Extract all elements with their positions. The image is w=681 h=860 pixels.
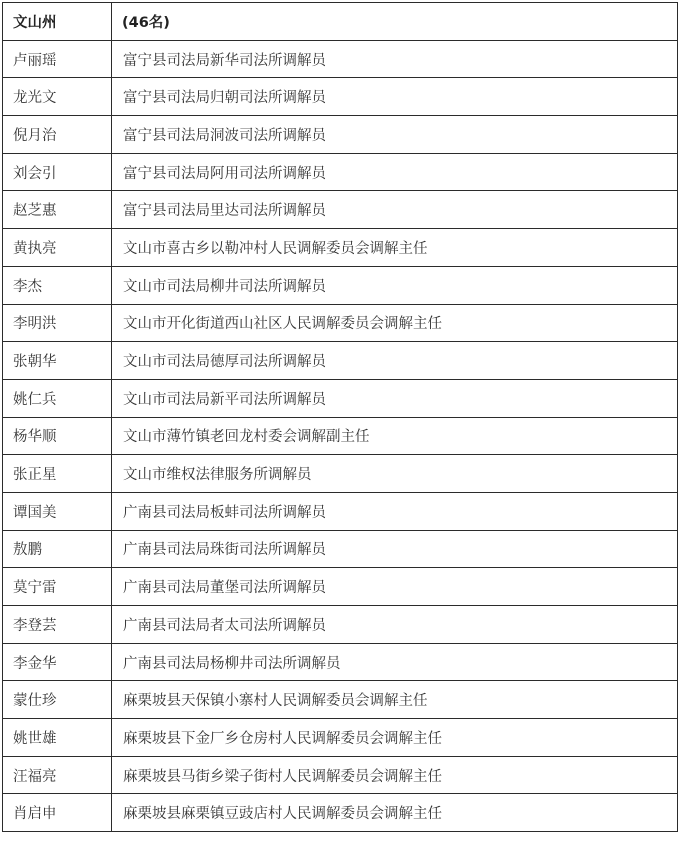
table-row — [3, 530, 678, 568]
person-name: 黄执亮 — [3, 229, 112, 267]
table-row — [3, 455, 678, 493]
table-row — [3, 379, 678, 417]
header-row — [3, 3, 678, 41]
person-name: 刘会引 — [3, 153, 112, 191]
person-name: 赵芝惠 — [3, 191, 112, 229]
table-row — [3, 229, 678, 267]
table-row — [3, 681, 678, 719]
table-row — [3, 492, 678, 530]
table-row — [3, 794, 678, 832]
person-name: 倪月治 — [3, 116, 112, 154]
person-duty: 富宁县司法局洞波司法所调解员 — [112, 116, 678, 154]
person-name: 莫宁雷 — [3, 568, 112, 606]
person-name: 李金华 — [3, 643, 112, 681]
table-row — [3, 153, 678, 191]
person-name: 汪福亮 — [3, 756, 112, 794]
person-name: 敖鹏 — [3, 530, 112, 568]
person-duty: 文山市司法局柳井司法所调解员 — [112, 266, 678, 304]
person-duty: 广南县司法局董堡司法所调解员 — [112, 568, 678, 606]
person-name: 姚仁兵 — [3, 379, 112, 417]
table-row — [3, 606, 678, 644]
person-duty: 文山市喜古乡以勒冲村人民调解委员会调解主任 — [112, 229, 678, 267]
mediator-table — [2, 2, 678, 832]
person-name: 李登芸 — [3, 606, 112, 644]
person-duty: 广南县司法局板蚌司法所调解员 — [112, 492, 678, 530]
table-row — [3, 756, 678, 794]
person-duty: 麻栗坡县马街乡梁子街村人民调解委员会调解主任 — [112, 756, 678, 794]
person-name: 张朝华 — [3, 342, 112, 380]
person-name: 杨华顺 — [3, 417, 112, 455]
person-duty: 文山市司法局新平司法所调解员 — [112, 379, 678, 417]
table-row — [3, 643, 678, 681]
person-name: 卢丽瑶 — [3, 40, 112, 78]
person-name: 张正星 — [3, 455, 112, 493]
person-duty: 麻栗坡县天保镇小寨村人民调解委员会调解主任 — [112, 681, 678, 719]
person-duty: 文山市开化街道西山社区人民调解委员会调解主任 — [112, 304, 678, 342]
table-row — [3, 342, 678, 380]
table-row — [3, 78, 678, 116]
region-header: 文山州 — [3, 3, 112, 41]
person-duty: 广南县司法局者太司法所调解员 — [112, 606, 678, 644]
person-duty: 富宁县司法局阿用司法所调解员 — [112, 153, 678, 191]
person-duty: 文山市司法局德厚司法所调解员 — [112, 342, 678, 380]
count-header: (46名) — [112, 3, 678, 41]
person-name: 蒙仕珍 — [3, 681, 112, 719]
table-row — [3, 266, 678, 304]
person-duty: 文山市薄竹镇老回龙村委会调解副主任 — [112, 417, 678, 455]
table-row — [3, 719, 678, 757]
person-duty: 富宁县司法局里达司法所调解员 — [112, 191, 678, 229]
person-name: 龙光文 — [3, 78, 112, 116]
person-duty: 广南县司法局杨柳井司法所调解员 — [112, 643, 678, 681]
person-duty: 富宁县司法局归朝司法所调解员 — [112, 78, 678, 116]
person-name: 姚世雄 — [3, 719, 112, 757]
person-duty: 广南县司法局珠街司法所调解员 — [112, 530, 678, 568]
person-name: 肖启申 — [3, 794, 112, 832]
table-row — [3, 417, 678, 455]
table-row — [3, 304, 678, 342]
person-duty: 文山市维权法律服务所调解员 — [112, 455, 678, 493]
person-name: 谭国美 — [3, 492, 112, 530]
person-name: 李明洪 — [3, 304, 112, 342]
table-row — [3, 40, 678, 78]
table-row — [3, 116, 678, 154]
table-row — [3, 191, 678, 229]
person-duty: 麻栗坡县麻栗镇豆豉店村人民调解委员会调解主任 — [112, 794, 678, 832]
table-row — [3, 568, 678, 606]
person-duty: 麻栗坡县下金厂乡仓房村人民调解委员会调解主任 — [112, 719, 678, 757]
person-name: 李杰 — [3, 266, 112, 304]
person-duty: 富宁县司法局新华司法所调解员 — [112, 40, 678, 78]
